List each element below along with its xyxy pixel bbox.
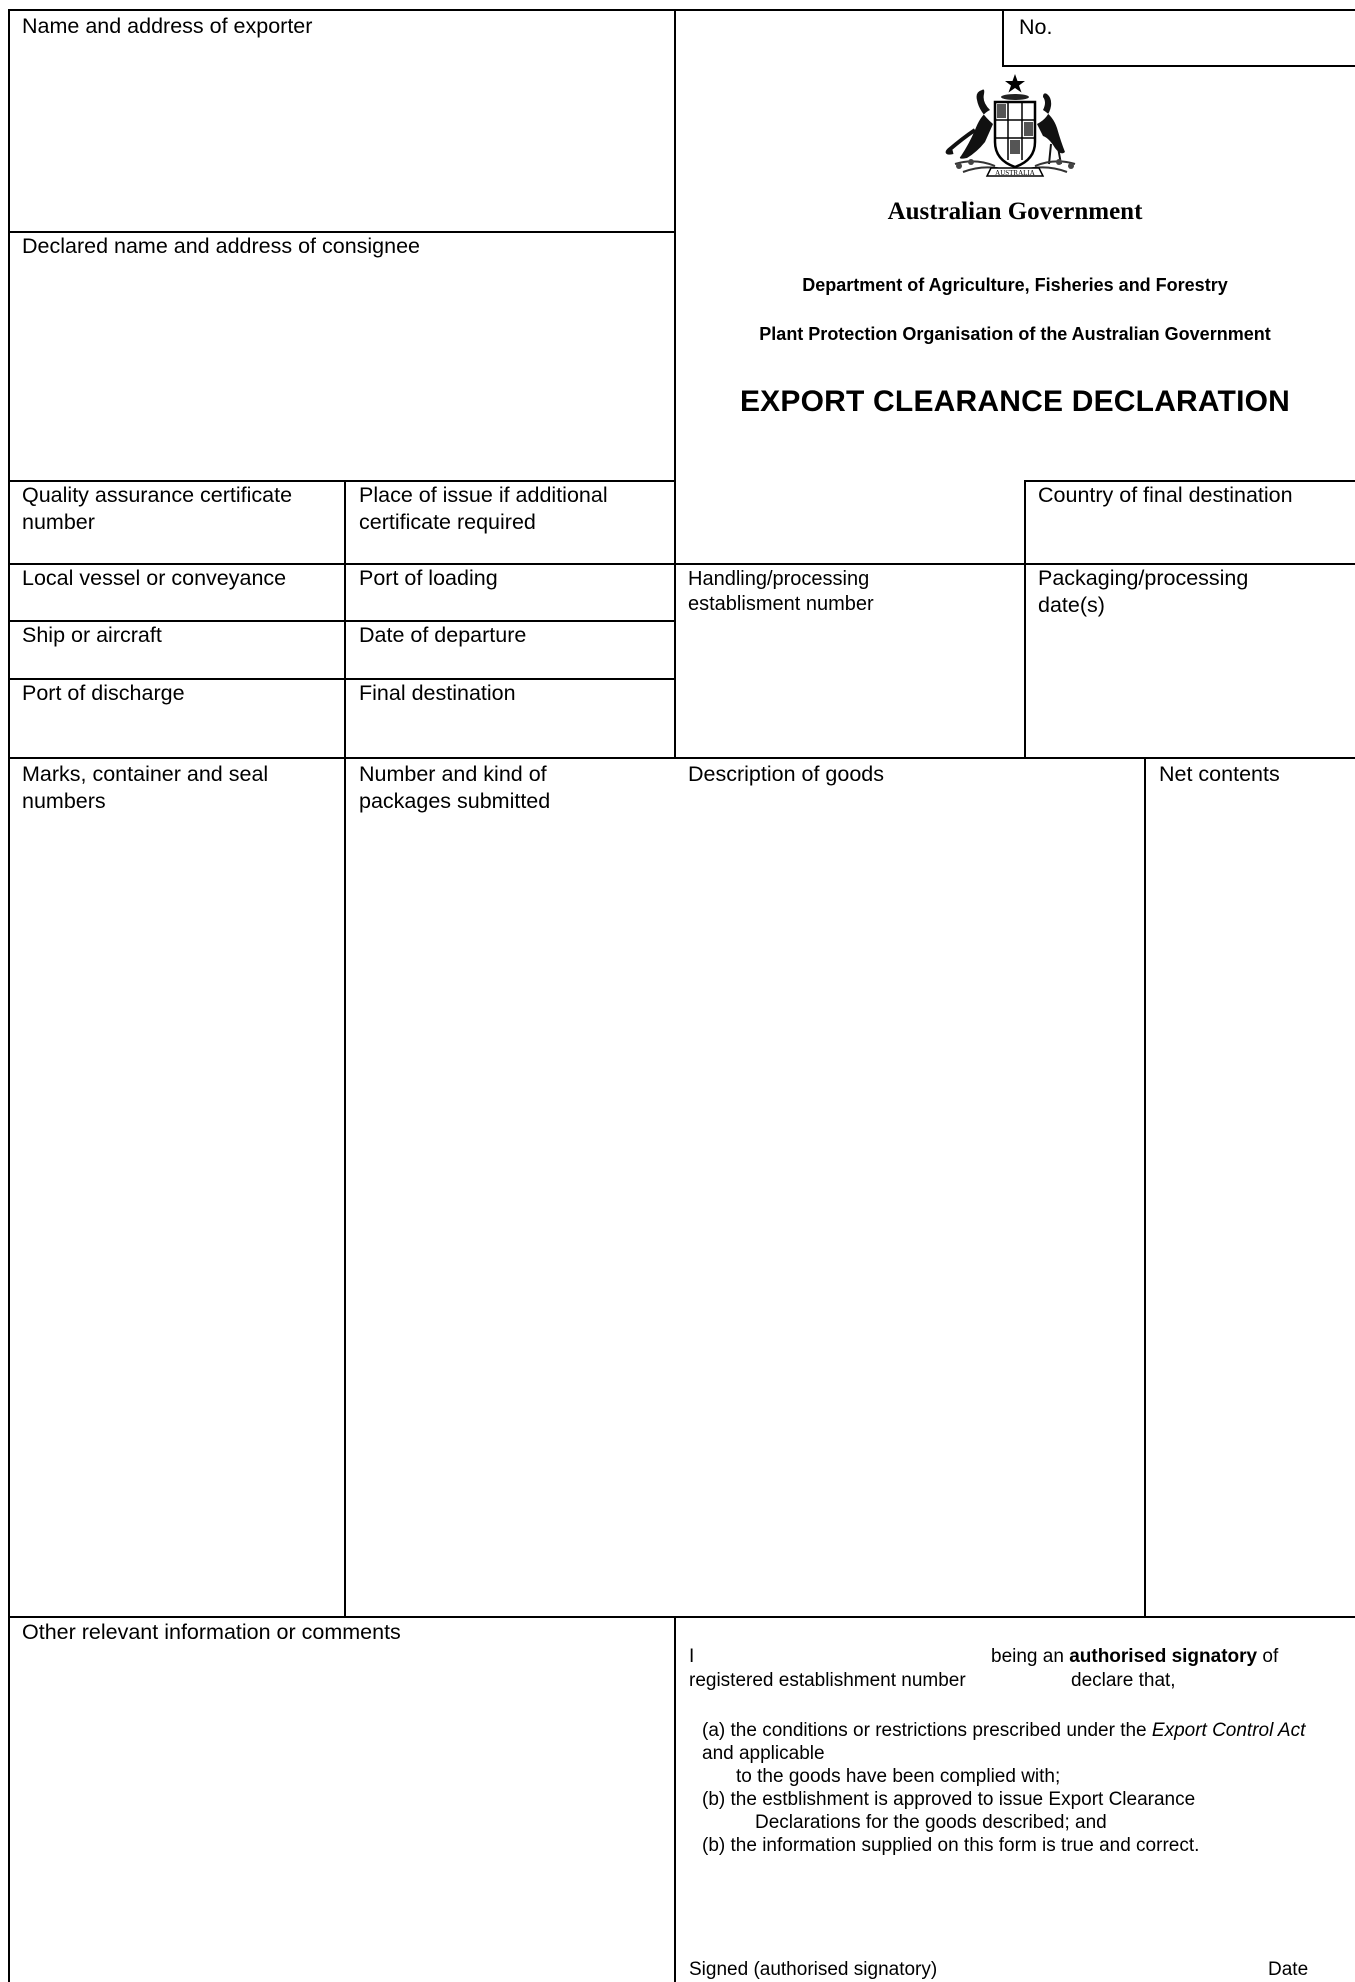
net-contents-label: Net contents xyxy=(1159,762,1280,786)
condition-a-post: and applicable xyxy=(702,1743,825,1764)
departure-field[interactable] xyxy=(346,622,674,678)
divider-number-box-bottom xyxy=(1002,65,1355,67)
number-label: No. xyxy=(1019,15,1053,39)
departure-label: Date of departure xyxy=(359,623,527,647)
declaration-declare: declare that, xyxy=(1071,1670,1176,1691)
handling-field[interactable] xyxy=(676,565,1024,757)
marks-field[interactable] xyxy=(10,759,344,1616)
port-discharge-field[interactable] xyxy=(10,680,344,757)
condition-b1-cont: Declarations for the goods described; and xyxy=(755,1812,1107,1833)
consignee-field[interactable] xyxy=(10,233,674,480)
declaration-registered: registered establishment number xyxy=(689,1670,966,1691)
packages-label: Number and kind of packages submitted xyxy=(359,762,551,813)
declaration-i: I xyxy=(689,1646,695,1667)
date-field[interactable] xyxy=(1268,1958,1308,1982)
local-vessel-label: Local vessel or conveyance xyxy=(22,566,287,590)
crest-banner-text: AUSTRALIA xyxy=(995,169,1035,177)
qa-cert-label: Quality assurance certificate number xyxy=(22,483,293,534)
divider-declaration xyxy=(674,1616,676,1982)
exporter-label: Name and address of exporter xyxy=(22,14,313,38)
declaration-line-1 xyxy=(689,1645,1349,1668)
packaging-field[interactable] xyxy=(1026,565,1355,757)
port-loading-label: Port of loading xyxy=(359,566,498,590)
declaration-of: of xyxy=(1257,1646,1279,1667)
description-field[interactable] xyxy=(676,759,1144,1616)
declaration-being-an-group xyxy=(991,1645,1278,1668)
date-label: Date xyxy=(1268,1959,1309,1980)
packages-field[interactable] xyxy=(346,759,674,1616)
exporter-field[interactable] xyxy=(10,11,674,231)
port-loading-field[interactable] xyxy=(346,565,674,620)
organisation-name: Plant Protection Organisation of the Australian Government xyxy=(759,324,1271,344)
consignee-label: Declared name and address of consignee xyxy=(22,234,421,258)
description-label: Description of goods xyxy=(688,762,884,786)
condition-a xyxy=(702,1719,1312,1765)
handling-label: Handling/processing establisment number xyxy=(688,568,874,615)
marks-label: Marks, container and seal numbers xyxy=(22,762,269,813)
condition-a-pre: (a) the conditions or restrictions prescribed under the xyxy=(702,1720,1152,1741)
net-contents-field[interactable] xyxy=(1146,759,1355,1616)
signed-label: Signed (authorised signatory) xyxy=(689,1959,938,1980)
condition-a-cont: to the goods have been complied with; xyxy=(736,1766,1061,1787)
declaration-being-an: being an xyxy=(991,1646,1070,1667)
government-name: Australian Government xyxy=(887,198,1143,225)
number-field[interactable] xyxy=(1004,11,1355,65)
final-dest-field[interactable] xyxy=(346,680,674,757)
condition-b1: (b) the estblishment is approved to issue Export Clearance xyxy=(702,1789,1196,1810)
qa-cert-field[interactable] xyxy=(10,482,344,563)
condition-a-act: Export Control Act xyxy=(1151,1720,1306,1741)
ship-field[interactable] xyxy=(10,622,344,678)
coat-of-arms-icon xyxy=(935,72,1095,187)
other-info-field[interactable] xyxy=(10,1618,674,1982)
country-dest-field[interactable] xyxy=(1026,482,1355,563)
condition-b2: (b) the information supplied on this form is true and correct. xyxy=(702,1835,1200,1856)
signed-field[interactable] xyxy=(689,1958,1319,1982)
local-vessel-field[interactable] xyxy=(10,565,344,620)
packaging-label: Packaging/processing date(s) xyxy=(1038,566,1249,617)
port-discharge-label: Port of discharge xyxy=(22,681,185,705)
place-issue-field[interactable] xyxy=(346,482,674,563)
country-dest-label: Country of final destination xyxy=(1038,483,1293,507)
final-dest-label: Final destination xyxy=(359,681,516,705)
declaration-authorised: authorised signatory xyxy=(1069,1646,1258,1667)
place-issue-label: Place of issue if additional certificate required xyxy=(359,483,608,534)
other-info-label: Other relevant information or comments xyxy=(22,1620,401,1644)
ship-label: Ship or aircraft xyxy=(22,623,162,647)
declaration-line-2 xyxy=(689,1669,1349,1692)
page-title: EXPORT CLEARANCE DECLARATION xyxy=(739,385,1291,418)
department-name: Department of Agriculture, Fisheries and Forestry xyxy=(802,275,1228,295)
